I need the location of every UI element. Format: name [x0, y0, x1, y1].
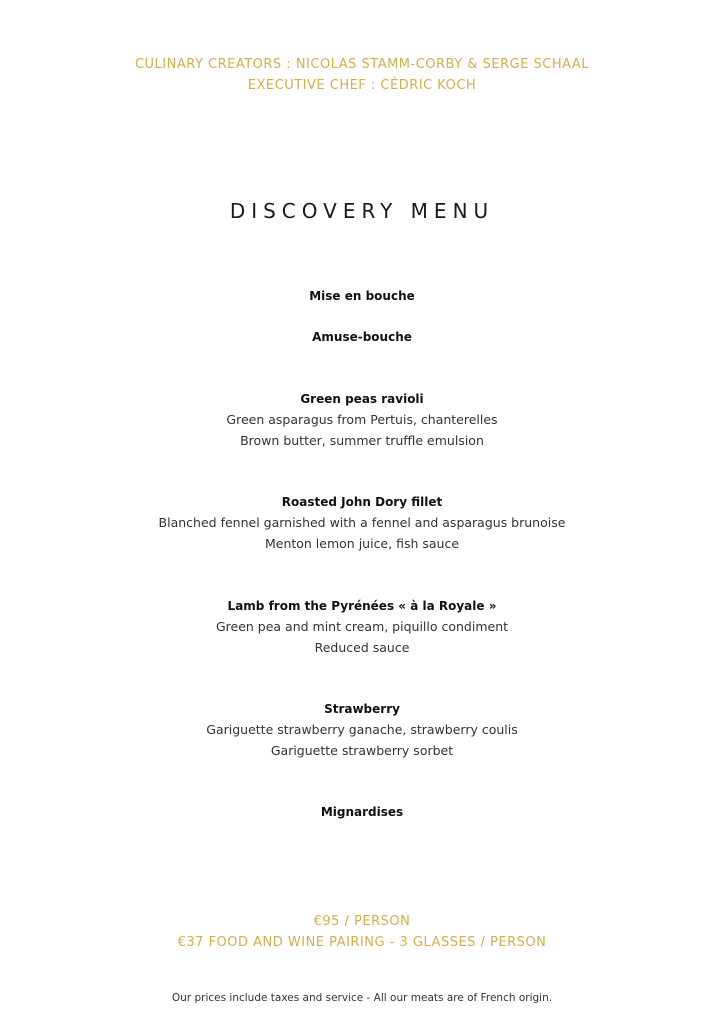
course-name: Mignardises: [320, 805, 404, 819]
course-description: Green asparagus from Pertuis, chanterelles: [226, 412, 498, 427]
course-name: Mise en bouche: [309, 289, 415, 303]
course-name: Amuse-bouche: [312, 330, 412, 344]
price-per-person: €95 / PERSON: [313, 914, 411, 929]
course-john-dory: [0, 492, 724, 554]
course-strawberry: [0, 699, 724, 761]
pricing: [0, 911, 724, 953]
course-name: Strawberry: [324, 702, 400, 716]
course-name: Green peas ravioli: [300, 392, 424, 406]
course-description: Gariguette strawberry sorbet: [270, 743, 454, 758]
course-description: Menton lemon juice, fish sauce: [264, 536, 460, 551]
course-amuse-bouche: [0, 327, 724, 347]
course-green-peas-ravioli: [0, 389, 724, 451]
course-name: Lamb from the Pyrénées « à la Royale »: [227, 599, 497, 613]
course-mise-en-bouche: [0, 286, 724, 306]
header: [0, 54, 724, 96]
course-mignardises: [0, 802, 724, 822]
wine-pairing-price: €37 FOOD AND WINE PAIRING - 3 GLASSES / PERSON: [177, 935, 547, 950]
course-lamb: [0, 596, 724, 658]
course-name: Roasted John Dory fillet: [281, 495, 443, 509]
course-description: Gariguette strawberry ganache, strawberry coulis: [206, 722, 518, 737]
menu-title: DISCOVERY MENU: [229, 199, 495, 223]
executive-chef-line: EXECUTIVE CHEF : CÉDRIC KOCH: [247, 78, 477, 93]
course-description: Green pea and mint cream, piquillo condiment: [215, 619, 509, 634]
course-description: Brown butter, summer truffle emulsion: [240, 433, 484, 448]
footnote: Our prices include taxes and service - All our meats are of French origin.: [171, 992, 553, 1004]
course-description: Reduced sauce: [314, 640, 410, 655]
course-description: Blanched fennel garnished with a fennel and asparagus brunoise: [158, 515, 566, 530]
culinary-creators-line: CULINARY CREATORS : NICOLAS STAMM-CORBY & SERGE SCHAAL: [134, 57, 590, 72]
